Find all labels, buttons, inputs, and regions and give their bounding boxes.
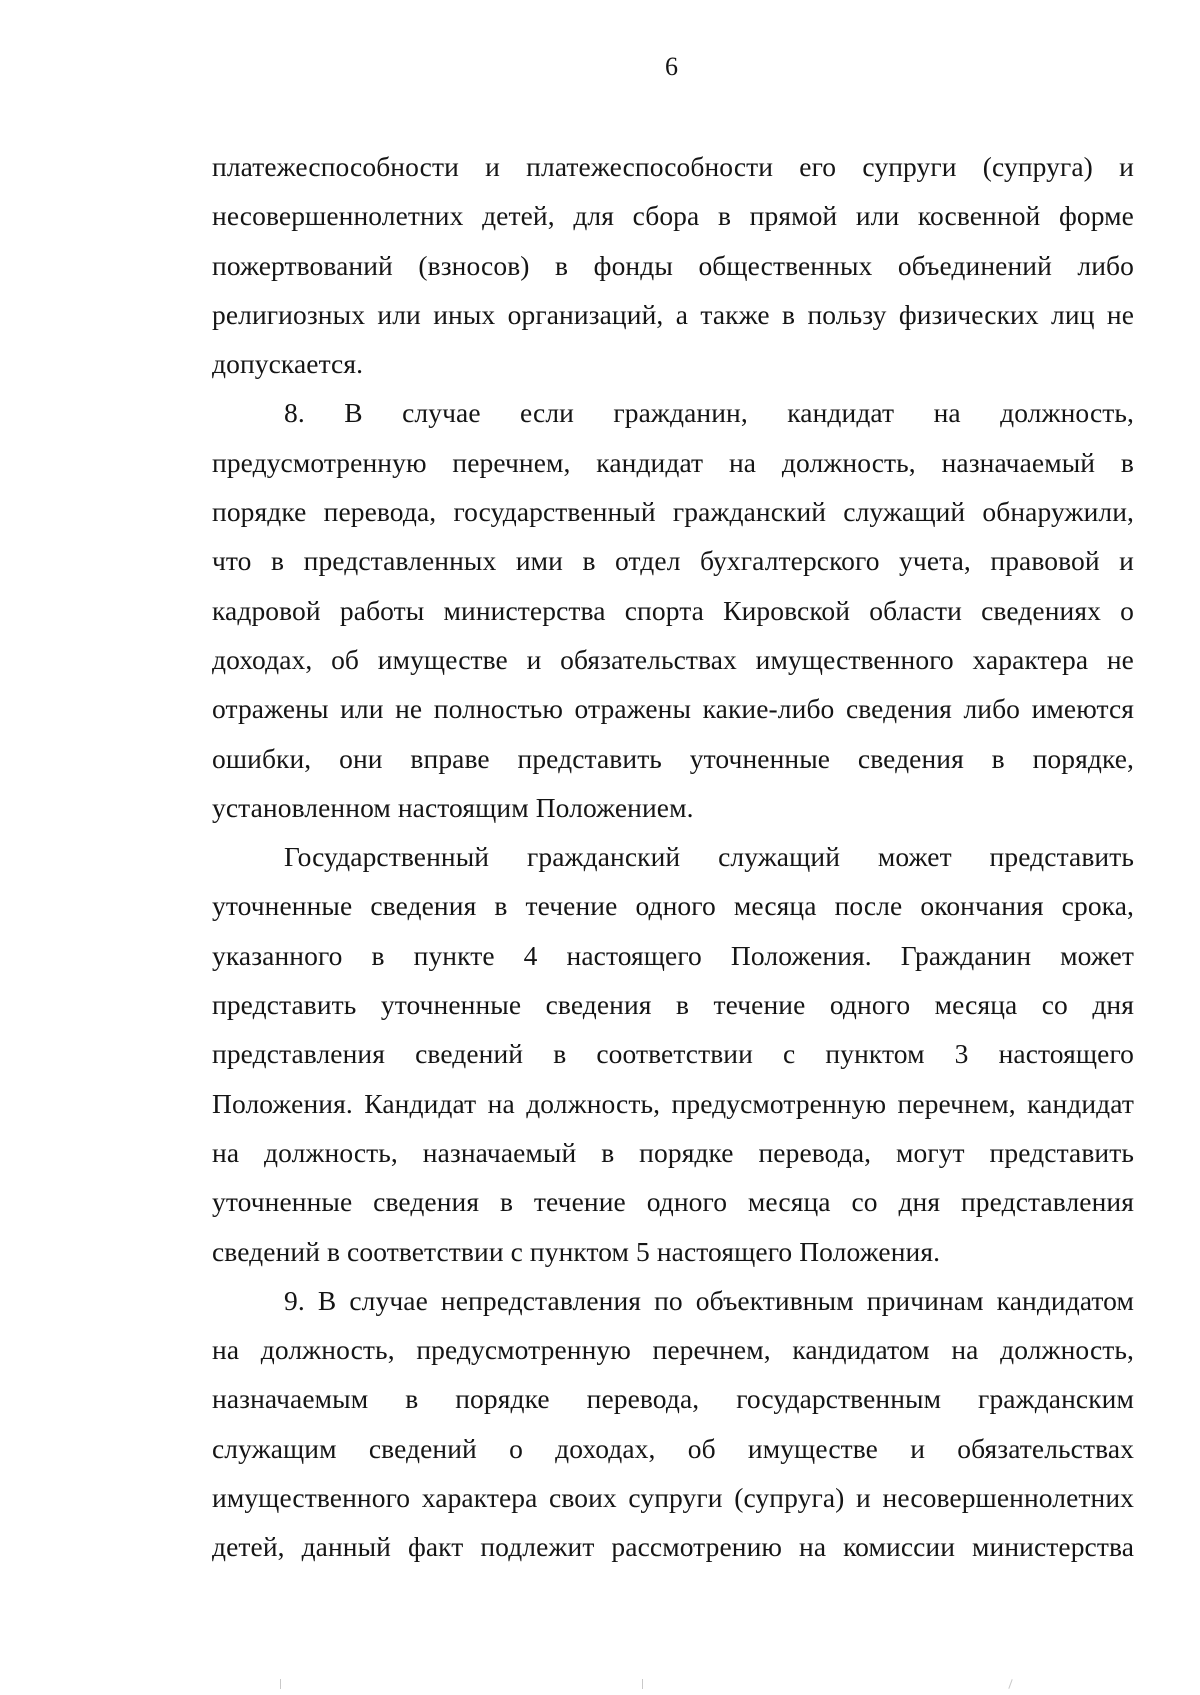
- text-line: порядке перевода, государственный гражданский служащий обнаружили,: [212, 496, 1134, 528]
- text-line: отражены или не полностью отражены какие-либо сведения либо имеются: [212, 693, 1134, 725]
- text-line: 8. В случае если гражданин, кандидат на должность,: [284, 397, 1134, 429]
- text-line: служащим сведений о доходах, об имуществе и обязательствах: [212, 1432, 1134, 1464]
- text-line: доходах, об имуществе и обязательствах имущественного характера не: [212, 643, 1134, 675]
- paragraph-civil-servant: [212, 832, 1134, 1276]
- text-line: представить уточненные сведения в течение одного месяца со дня: [212, 989, 1134, 1021]
- scan-artifact: [1008, 1679, 1012, 1689]
- paragraph-continuation: [212, 142, 1134, 388]
- text-line: предусмотренную перечнем, кандидат на должность, назначаемый в: [212, 446, 1134, 478]
- text-line: допускается.: [212, 348, 364, 380]
- text-line: установленном настоящим Положением.: [212, 791, 694, 823]
- document-body: [212, 142, 1134, 1572]
- text-line: сведений в соответствии с пунктом 5 настоящего Положения.: [212, 1235, 941, 1267]
- text-line: имущественного характера своих супруги (супруга) и несовершеннолетних: [212, 1482, 1134, 1514]
- text-line: пожертвований (взносов) в фонды общественных объединений либо: [212, 249, 1134, 281]
- paragraph-item-9: [212, 1276, 1134, 1572]
- scan-artifact: [280, 1679, 281, 1689]
- text-line: кадровой работы министерства спорта Кировской области сведениях о: [212, 594, 1134, 626]
- text-line: Положения. Кандидат на должность, предусмотренную перечнем, кандидат: [212, 1087, 1134, 1119]
- text-line: что в представленных ими в отдел бухгалтерского учета, правовой и: [212, 545, 1134, 577]
- text-line: назначаемым в порядке перевода, государственным гражданским: [212, 1383, 1134, 1415]
- text-line: Государственный гражданский служащий может представить: [284, 841, 1134, 873]
- text-line: указанного в пункте 4 настоящего Положения. Гражданин может: [212, 939, 1134, 971]
- text-line: уточненные сведения в течение одного месяца после окончания срока,: [212, 890, 1134, 922]
- text-line: детей, данный факт подлежит рассмотрению на комиссии министерства: [212, 1531, 1134, 1563]
- text-line: ошибки, они вправе представить уточненные сведения в порядке,: [212, 742, 1134, 774]
- text-line: 9. В случае непредставления по объективным причинам кандидатом: [284, 1284, 1134, 1316]
- text-line: на должность, назначаемый в порядке перевода, могут представить: [212, 1136, 1134, 1168]
- paragraph-item-8: [212, 388, 1134, 832]
- scan-artifact: [642, 1679, 643, 1689]
- text-line: религиозных или иных организаций, а также в пользу физических лиц не: [212, 298, 1134, 330]
- text-line: на должность, предусмотренную перечнем, кандидатом на должность,: [212, 1334, 1134, 1366]
- text-line: несовершеннолетних детей, для сбора в прямой или косвенной форме: [212, 200, 1134, 232]
- text-line: представления сведений в соответствии с пунктом 3 настоящего: [212, 1038, 1134, 1070]
- text-line: платежеспособности и платежеспособности его супруги (супруга) и: [212, 151, 1134, 182]
- text-line: уточненные сведения в течение одного месяца со дня представления: [212, 1186, 1134, 1218]
- page-number: 6: [665, 52, 678, 81]
